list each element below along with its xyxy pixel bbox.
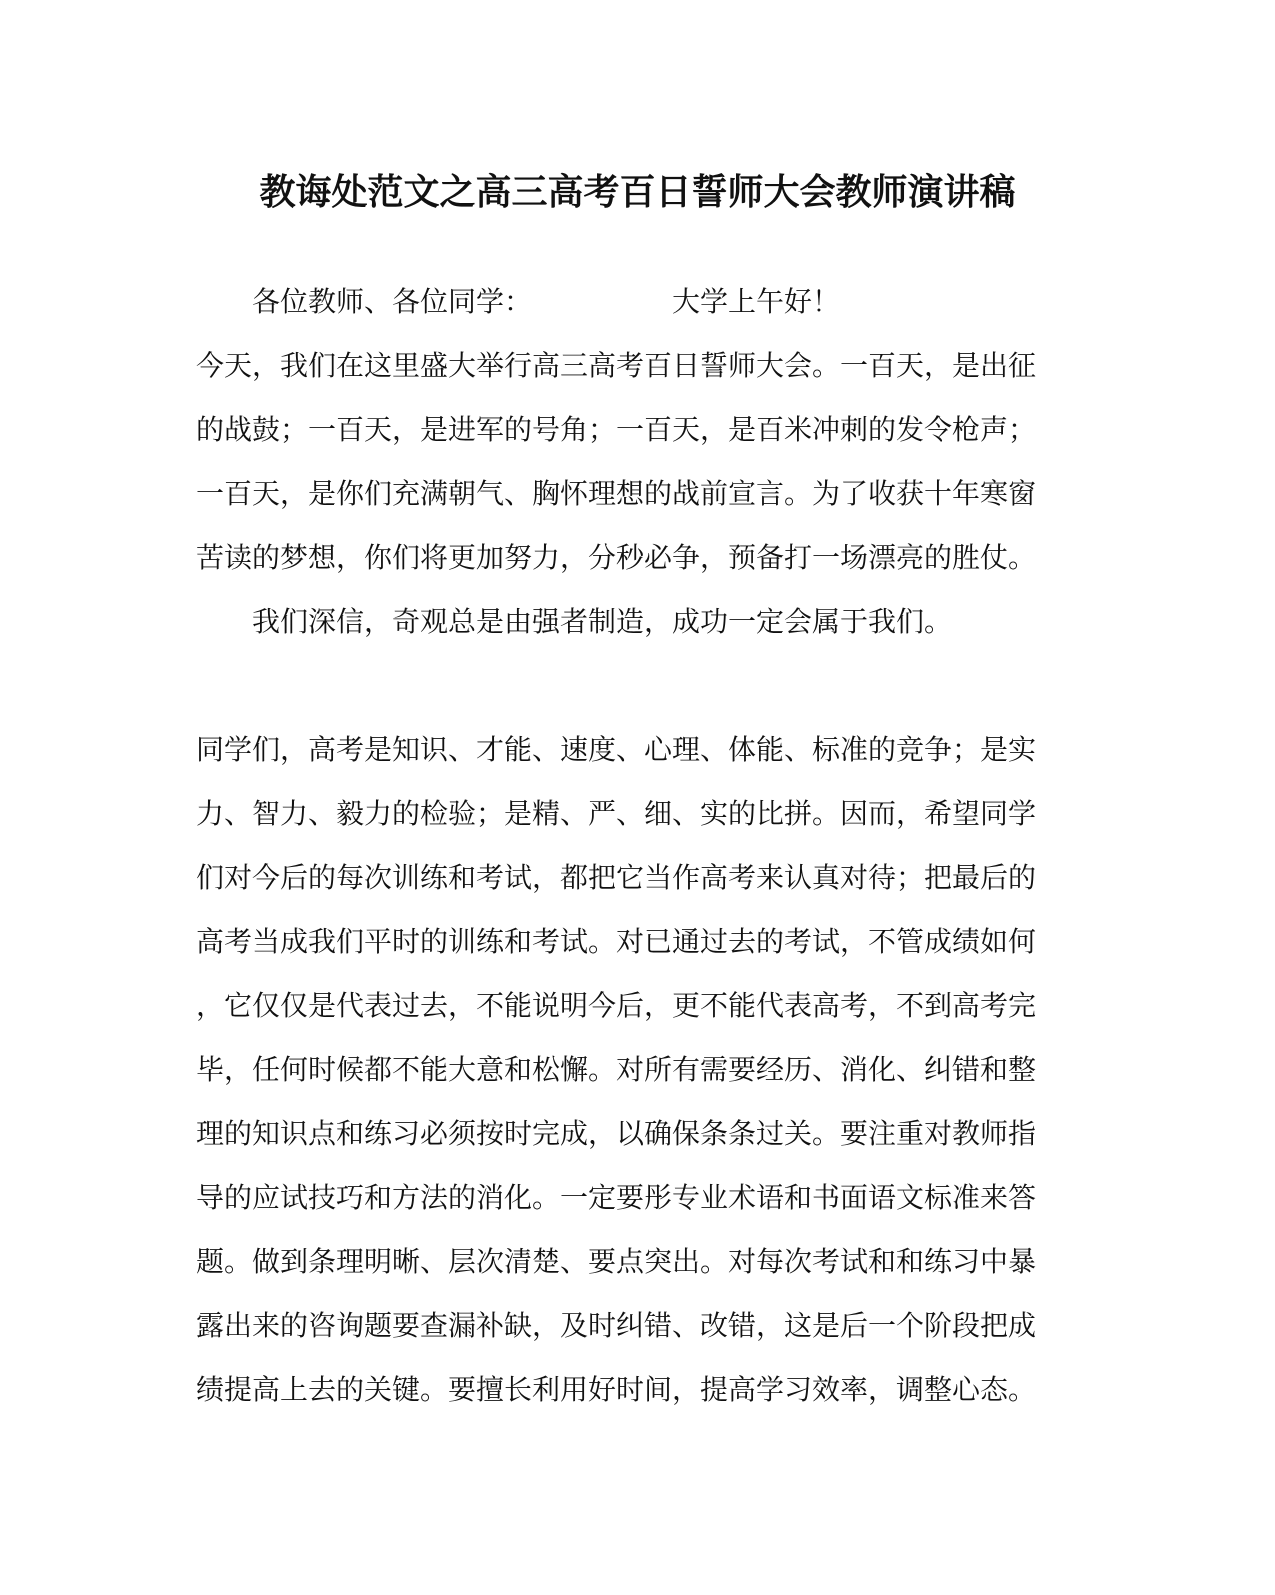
paragraph-line: 露出来的咨询题要查漏补缺，及时纠错、改错，这是后一个阶段把成 <box>196 1309 1037 1342</box>
paragraph-line: 苦读的梦想，你们将更加努力，分秒必争，预备打一场漂亮的胜仗。 <box>196 541 1037 574</box>
paragraph-line: ，它仅仅是代表过去，不能说明今后，更不能代表高考，不到高考完 <box>196 989 1037 1022</box>
paragraph-3 <box>196 718 1056 1422</box>
paragraph-line: 们对今后的每次训练和考试，都把它当作高考来认真对待；把最后的 <box>196 861 1037 894</box>
greeting-salutation: 各位教师、各位同学： <box>252 285 533 318</box>
paragraph-line: 一百天，是你们充满朝气、胸怀理想的战前宣言。为了收获十年寒窗 <box>196 477 1037 510</box>
paragraph-line: 我们深信，奇观总是由强者制造，成功一定会属于我们。 <box>252 605 953 638</box>
paragraph-line: 绩提高上去的关键。要擅长利用好时间，提高学习效率，调整心态。 <box>196 1373 1037 1406</box>
paragraph-line: 同学们，高考是知识、才能、速度、心理、体能、标准的竞争；是实 <box>196 733 1037 766</box>
paragraph-line: 的战鼓；一百天，是进军的号角；一百天，是百米冲刺的发令枪声； <box>196 413 1037 446</box>
paragraph-2 <box>196 590 1056 654</box>
paragraph-line: 毕，任何时候都不能大意和松懈。对所有需要经历、消化、纠错和整 <box>196 1053 1037 1086</box>
paragraph-line: 今天，我们在这里盛大举行高三高考百日誓师大会。一百天，是出征 <box>196 349 1037 382</box>
greeting-hello: 大学上午好！ <box>672 285 841 318</box>
document-title: 教诲处范文之高三高考百日誓师大会教师演讲稿 <box>259 171 1016 213</box>
greeting-line <box>196 270 1056 334</box>
paragraph-line: 高考当成我们平时的训练和考试。对已通过去的考试，不管成绩如何 <box>196 925 1037 958</box>
paragraph-line: 理的知识点和练习必须按时完成，以确保条条过关。要注重对教师指 <box>196 1117 1037 1150</box>
paragraph-line: 力、智力、毅力的检验；是精、严、细、实的比拼。因而，希望同学 <box>196 797 1037 830</box>
paragraph-line: 题。做到条理明晰、层次清楚、要点突出。对每次考试和和练习中暴 <box>196 1245 1037 1278</box>
paragraph-1 <box>196 334 1056 590</box>
paragraph-line: 导的应试技巧和方法的消化。一定要彤专业术语和书面语文标准来答 <box>196 1181 1037 1214</box>
